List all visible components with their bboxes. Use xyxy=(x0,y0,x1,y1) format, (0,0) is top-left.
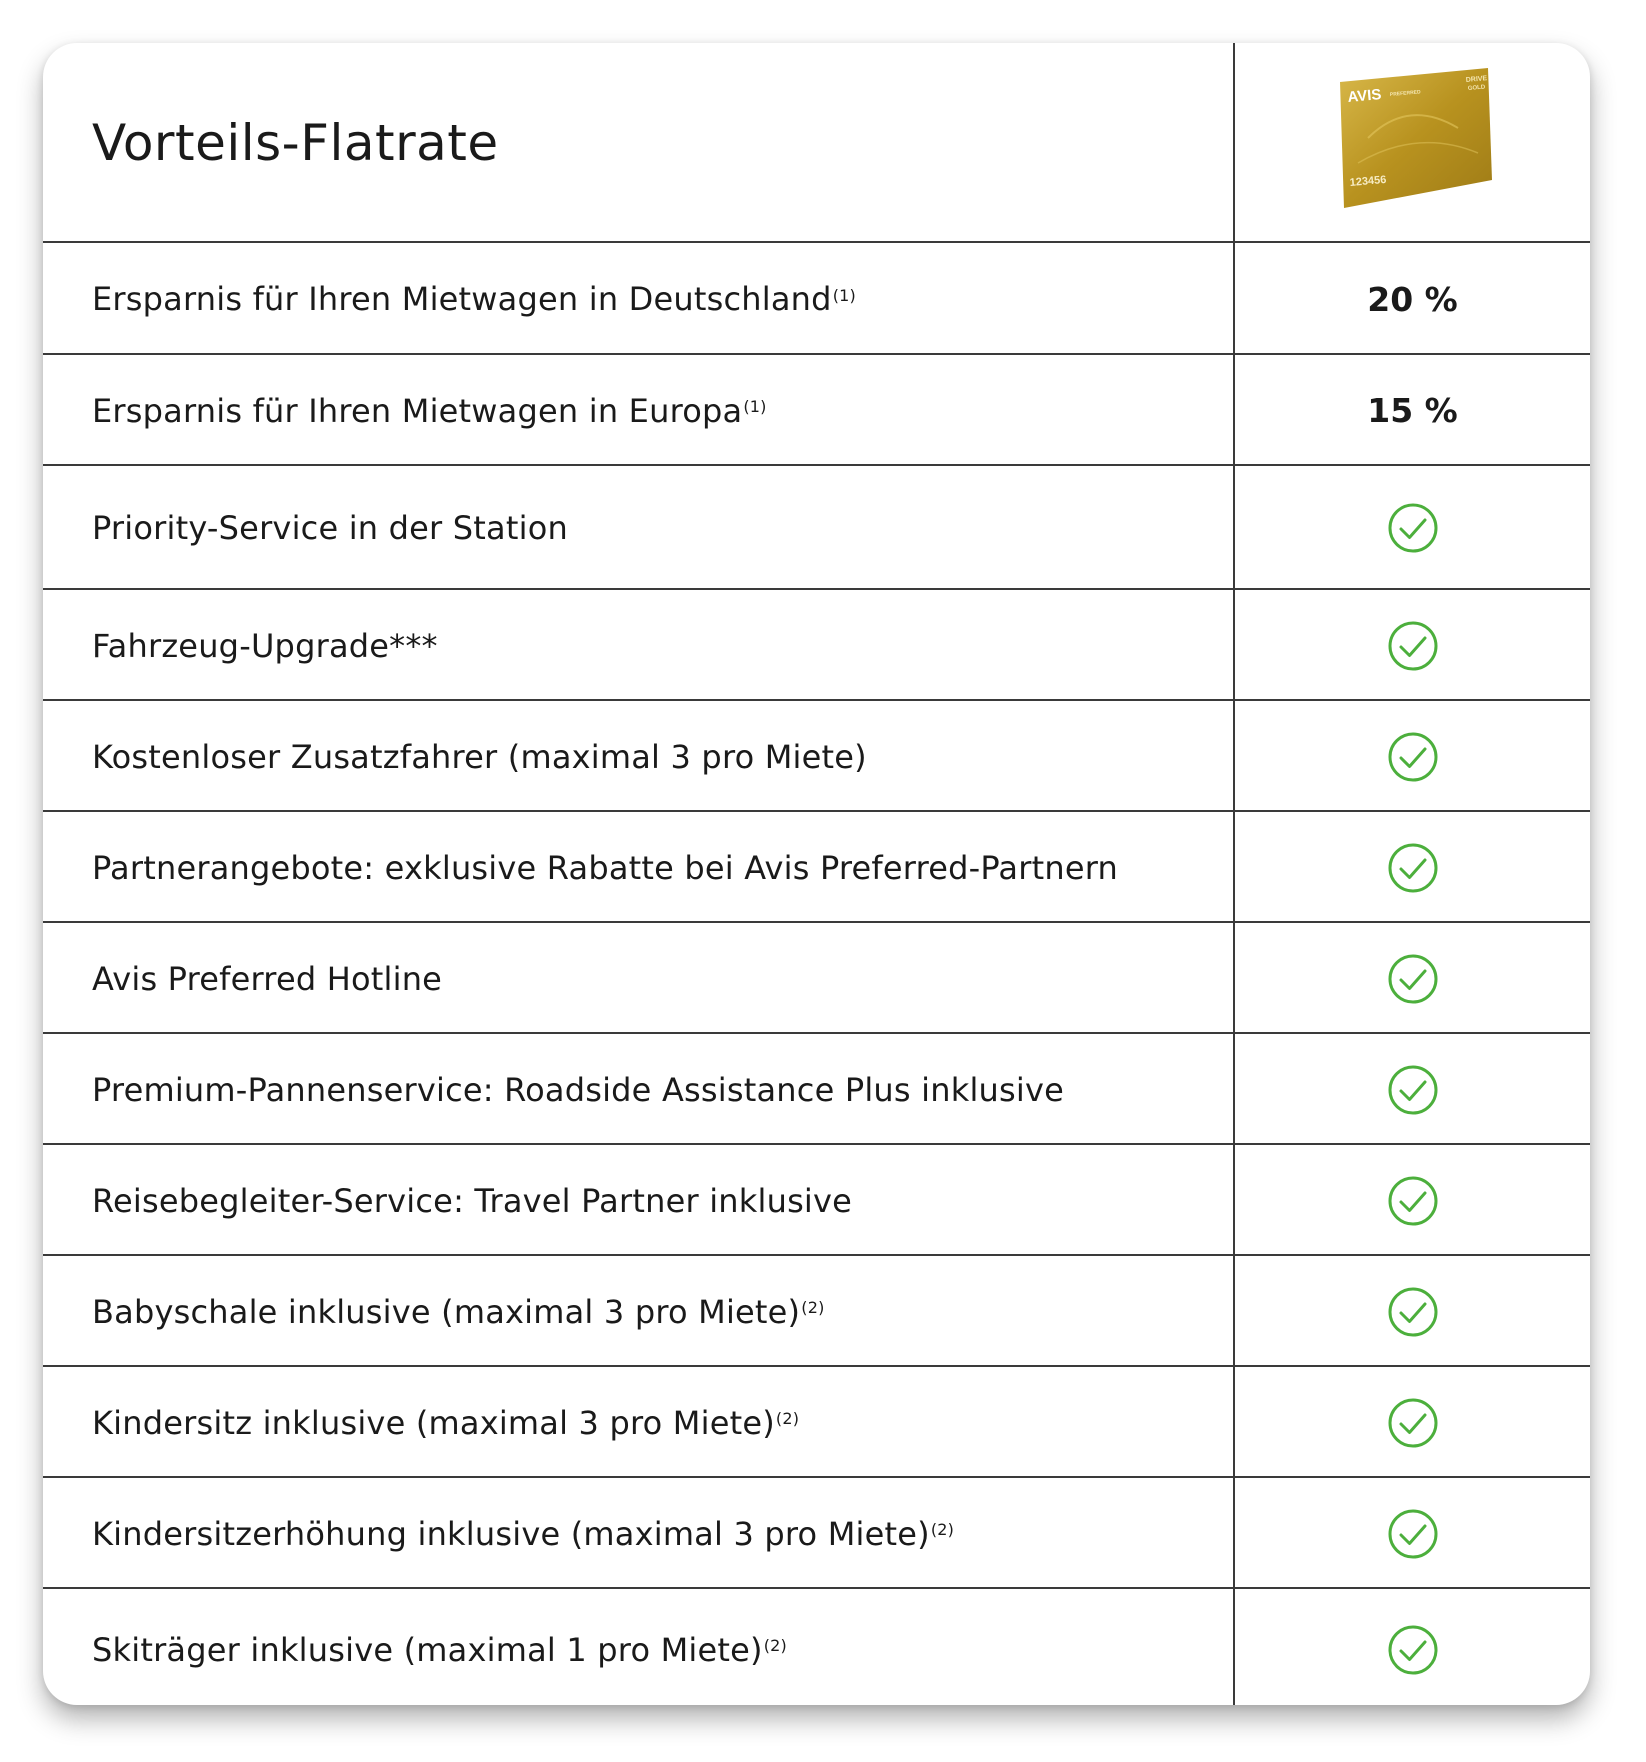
check-circle-icon xyxy=(1235,1478,1590,1589)
row-label-text: Avis Preferred Hotline xyxy=(92,959,443,998)
table-row xyxy=(43,923,1590,1034)
discount-value: 20 % xyxy=(1367,279,1458,319)
row-label xyxy=(43,590,1233,701)
row-label-text: Premium-Pannenservice: Roadside Assistance Plus inklusive xyxy=(92,1070,1065,1109)
table-row xyxy=(43,590,1590,701)
table-row xyxy=(43,1256,1590,1367)
footnote-marker: (2) xyxy=(775,1409,800,1428)
row-label xyxy=(43,1589,1233,1705)
check-circle-icon xyxy=(1235,1589,1590,1705)
check-circle-icon xyxy=(1235,701,1590,812)
row-label-text: Kostenloser Zusatzfahrer (maximal 3 pro Miete) xyxy=(92,737,867,776)
footnote-marker: (2) xyxy=(930,1520,955,1539)
row-label xyxy=(43,1256,1233,1367)
row-label-text: Priority-Service in der Station xyxy=(92,509,568,547)
row-label-text: Skiträger inklusive (maximal 1 pro Miete) xyxy=(92,1630,763,1669)
row-label xyxy=(43,1478,1233,1589)
row-label xyxy=(43,243,1233,355)
card-tier-line1: DRIVE xyxy=(1465,75,1487,84)
card-brand: AVIS xyxy=(1346,86,1382,106)
header-row xyxy=(43,43,1590,243)
check-circle-icon xyxy=(1235,923,1590,1034)
row-label-text: Fahrzeug-Upgrade*** xyxy=(92,626,438,665)
table-row xyxy=(43,466,1590,590)
row-label-text: Babyschale inklusive (maximal 3 pro Miete) xyxy=(92,1292,801,1331)
row-label-text: Ersparnis für Ihren Mietwagen in Deutschland xyxy=(92,280,832,318)
check-circle-icon xyxy=(1235,1034,1590,1145)
row-label xyxy=(43,701,1233,812)
row-label xyxy=(43,812,1233,923)
check-circle-icon xyxy=(1235,1145,1590,1256)
table-row xyxy=(43,1034,1590,1145)
row-label-text: Kindersitz inklusive (maximal 3 pro Miete) xyxy=(92,1403,775,1442)
check-circle-icon xyxy=(1235,1256,1590,1367)
comparison-table xyxy=(43,43,1590,1705)
card-program: PREFERRED xyxy=(1389,89,1421,98)
table-row xyxy=(43,1478,1590,1589)
table-row xyxy=(43,1589,1590,1705)
row-label-text: Kindersitzerhöhung inklusive (maximal 3 pro Miete) xyxy=(92,1514,930,1553)
row-label xyxy=(43,1034,1233,1145)
footnote-marker: (2) xyxy=(801,1298,825,1317)
card-tier-line2: GOLD xyxy=(1467,84,1485,92)
check-circle-icon xyxy=(1235,812,1590,923)
row-label-text: Partnerangebote: exklusive Rabatte bei Avis Preferred-Partnern xyxy=(92,848,1118,887)
card-number: 123456 xyxy=(1348,173,1387,189)
row-label xyxy=(43,1367,1233,1478)
check-circle-icon xyxy=(1235,466,1590,590)
table-row xyxy=(43,1367,1590,1478)
table-title: Vorteils-Flatrate xyxy=(92,114,499,172)
table-row xyxy=(43,355,1590,466)
discount-value: 15 % xyxy=(1367,391,1458,430)
row-label-text: Reisebegleiter-Service: Travel Partner inklusive xyxy=(92,1181,853,1220)
footnote-marker: (2) xyxy=(763,1636,787,1655)
footnote-marker: (1) xyxy=(743,397,767,416)
footnote-marker: (1) xyxy=(832,285,856,305)
avis-gold-card-icon xyxy=(1328,68,1498,218)
table-row xyxy=(43,243,1590,355)
row-label-text: Ersparnis für Ihren Mietwagen in Europa xyxy=(92,391,743,430)
table-row xyxy=(43,701,1590,812)
check-circle-icon xyxy=(1235,590,1590,701)
check-circle-icon xyxy=(1235,1367,1590,1478)
table-row xyxy=(43,1145,1590,1256)
row-label xyxy=(43,923,1233,1034)
table-row xyxy=(43,812,1590,923)
row-label xyxy=(43,1145,1233,1256)
row-label xyxy=(43,466,1233,590)
row-label xyxy=(43,355,1233,466)
membership-card xyxy=(1235,43,1590,243)
